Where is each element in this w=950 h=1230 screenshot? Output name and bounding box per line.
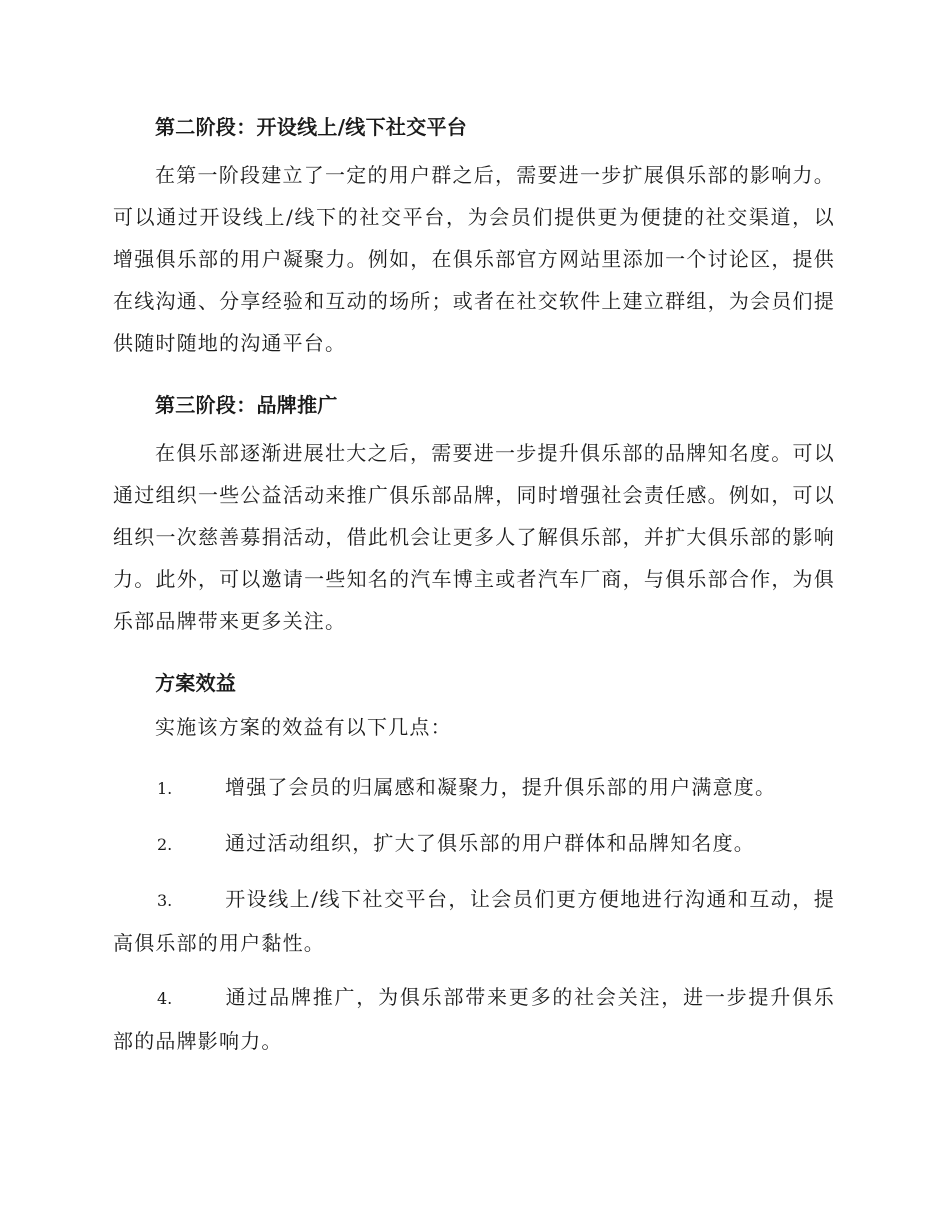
list-item [113,822,835,866]
list-number: 1. [157,779,173,798]
section-stage-two [113,110,835,364]
list-item [113,766,835,810]
list-number: 3. [157,891,173,910]
section-heading: 第三阶段：品牌推广 [155,393,338,417]
list-text: 开设线上/线下社交平台，让会员们更方便地进行沟通和互动，提高俱乐部的用户黏性。 [113,887,835,955]
section-benefits [113,666,835,1062]
list-item [113,976,835,1062]
document-page [113,110,835,1074]
list-item [113,878,835,964]
list-text: 通过品牌推广，为俱乐部带来更多的社会关注，进一步提升俱乐部的品牌影响力。 [113,985,835,1053]
section-paragraph: 在第一阶段建立了一定的用户群之后，需要进一步扩展俱乐部的影响力。可以通过开设线上/线下的社交平台，为会员们提供更为便捷的社交渠道，以增强俱乐部的用户凝聚力。例如，在俱乐部官方网站里添加一个讨论区，提供在线沟通、分享经验和互动的场所；或者在社交软件上建立群组，为会员们提供随时随地的沟通平台。 [113,163,835,355]
list-text: 增强了会员的归属感和凝聚力，提升俱乐部的用户满意度。 [225,775,777,799]
benefits-heading: 方案效益 [155,671,237,695]
section-paragraph: 在俱乐部逐渐进展壮大之后，需要进一步提升俱乐部的品牌知名度。可以通过组织一些公益活动来推广俱乐部品牌，同时增强社会责任感。例如，可以组织一次慈善募捐活动，借此机会让更多人了解俱乐部，并扩大俱乐部的影响力。此外，可以邀请一些知名的汽车博主或者汽车厂商，与俱乐部合作，为俱乐部品牌带来更多关注。 [113,441,835,633]
section-stage-three [113,388,835,642]
list-number: 2. [157,835,173,854]
benefits-intro: 实施该方案的效益有以下几点： [155,715,452,739]
list-number: 4. [157,989,173,1008]
section-heading: 第二阶段：开设线上/线下社交平台 [155,115,468,139]
list-text: 通过活动组织，扩大了俱乐部的用户群体和品牌知名度。 [225,831,755,855]
